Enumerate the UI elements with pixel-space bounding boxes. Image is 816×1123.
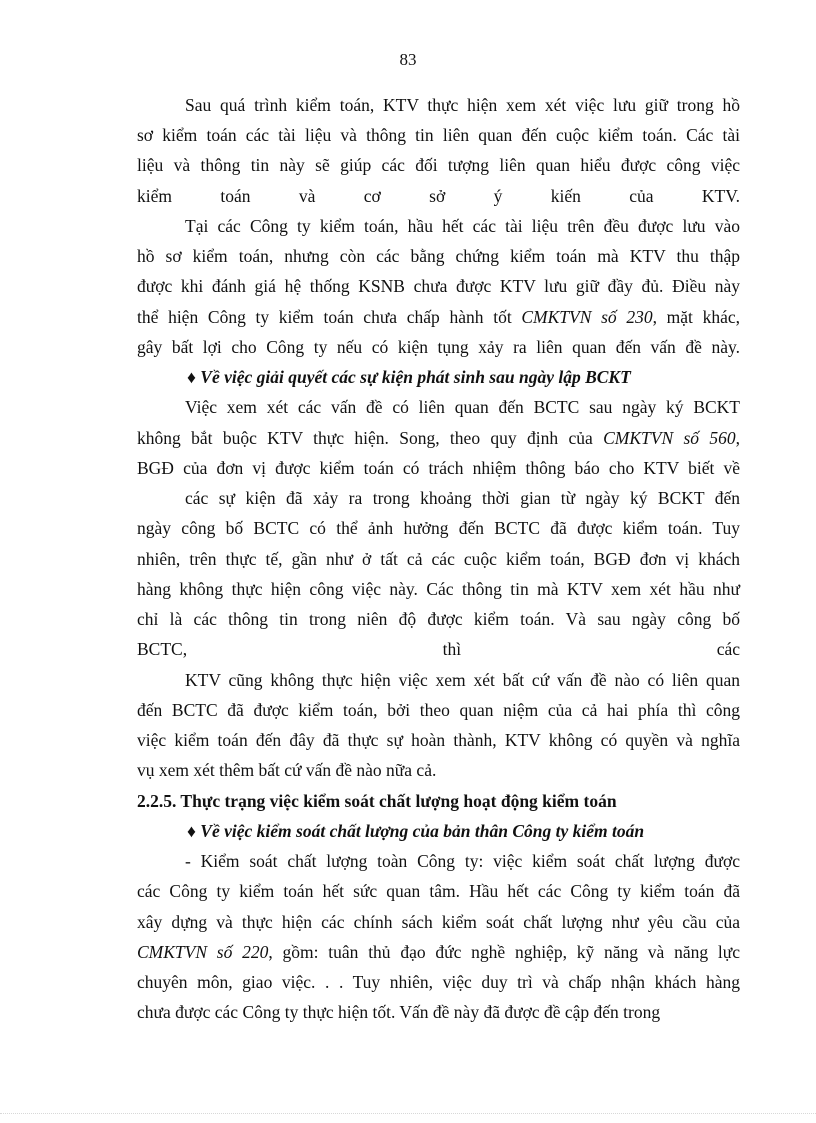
text-line: BCTC, thì các [137,639,740,659]
text-line: các Công ty kiểm toán hết sức quan tâm. Hầu hết các Công ty kiểm toán đã [137,881,740,901]
text-line: chỉ là các thông tin trong niên độ được kiểm toán. Và sau ngày công bố [137,609,740,629]
subsection-heading: ♦ Về việc kiểm soát chất lượng của bản thân Công ty kiểm toán [187,821,645,841]
text-line: chuyên môn, giao việc. . . Tuy nhiên, việc duy trì và chấp nhận khách hàng [137,972,740,992]
text-line: kiểm toán và cơ sở ý kiến của KTV. [137,186,740,206]
text-line: Sau quá trình kiểm toán, KTV thực hiện xem xét việc lưu giữ trong hồ [185,95,740,115]
text-line: hàng không thực hiện công việc này. Các thông tin mà KTV xem xét hầu như [137,579,740,599]
text-line: chưa được các Công ty thực hiện tốt. Vấn đề này đã được đề cập đến trong [137,1002,661,1022]
page-bottom-divider [0,1113,816,1114]
text-span: , gồm: tuân thủ đạo đức nghề nghiệp, kỹ năng và năng lực [268,942,740,962]
text-line: các sự kiện đã xảy ra trong khoảng thời gian từ ngày ký BCKT đến [185,488,740,508]
standard-citation: CMKTVN số 220 [137,942,269,962]
text-line: đến BCTC đã được kiểm toán, bởi theo quan niệm của cả hai phía thì công [137,700,740,720]
text-line: gây bất lợi cho Công ty nếu có kiện tụng xảy ra liên quan đến vấn đề này. [137,337,740,357]
text-line: KTV cũng không thực hiện việc xem xét bất cứ vấn đề nào có liên quan [185,670,740,690]
text-line: nhiên, trên thực tế, gần như ở tất cả các cuộc kiểm toán, BGĐ đơn vị khách [137,549,740,569]
text-line: BGĐ của đơn vị được kiểm toán có trách nhiệm thông báo cho KTV biết về [137,458,740,478]
standard-citation: CMKTVN số 230 [521,307,653,327]
text-line-with-citation [137,306,740,328]
text-line: xây dựng và thực hiện các chính sách kiểm soát chất lượng như yêu cầu của [137,912,740,932]
text-span: , [735,428,740,448]
standard-citation: CMKTVN số 560 [603,428,736,448]
text-span: không bắt buộc KTV thực hiện. Song, theo quy định của [137,428,604,448]
text-span: , mặt khác, [652,307,741,327]
page-number: 83 [399,50,417,69]
text-line: - Kiểm soát chất lượng toàn Công ty: việc kiểm soát chất lượng được [185,851,740,871]
text-line: ngày công bố BCTC có thể ảnh hưởng đến BCTC đã được kiểm toán. Tuy [137,518,740,538]
text-line: việc kiểm toán đến đây đã thực sự hoàn thành, KTV không có quyền và nghĩa [137,730,740,750]
text-line-with-citation [137,941,740,963]
text-span: thể hiện Công ty kiểm toán chưa chấp hành tốt [137,307,522,327]
text-line-with-citation [137,427,740,449]
text-line: hồ sơ kiểm toán, nhưng còn các bằng chứng kiểm toán mà KTV thu thập [137,246,740,266]
section-heading: 2.2.5. Thực trạng việc kiểm soát chất lượng hoạt động kiểm toán [137,791,617,811]
text-line: Tại các Công ty kiểm toán, hầu hết các tài liệu trên đều được lưu vào [185,216,740,236]
subsection-heading: ♦ Về việc giải quyết các sự kiện phát sinh sau ngày lập BCKT [187,367,631,387]
text-line: được khi đánh giá hệ thống KSNB chưa được KTV lưu giữ đầy đủ. Điều này [137,276,740,296]
text-line: Việc xem xét các vấn đề có liên quan đến BCTC sau ngày ký BCKT [185,397,740,417]
text-line: liệu và thông tin này sẽ giúp các đối tượng liên quan hiểu được công việc [137,155,740,175]
text-line: sơ kiểm toán các tài liệu và thông tin liên quan đến cuộc kiểm toán. Các tài [137,125,740,145]
text-line: vụ xem xét thêm bất cứ vấn đề nào nữa cả. [137,760,437,780]
